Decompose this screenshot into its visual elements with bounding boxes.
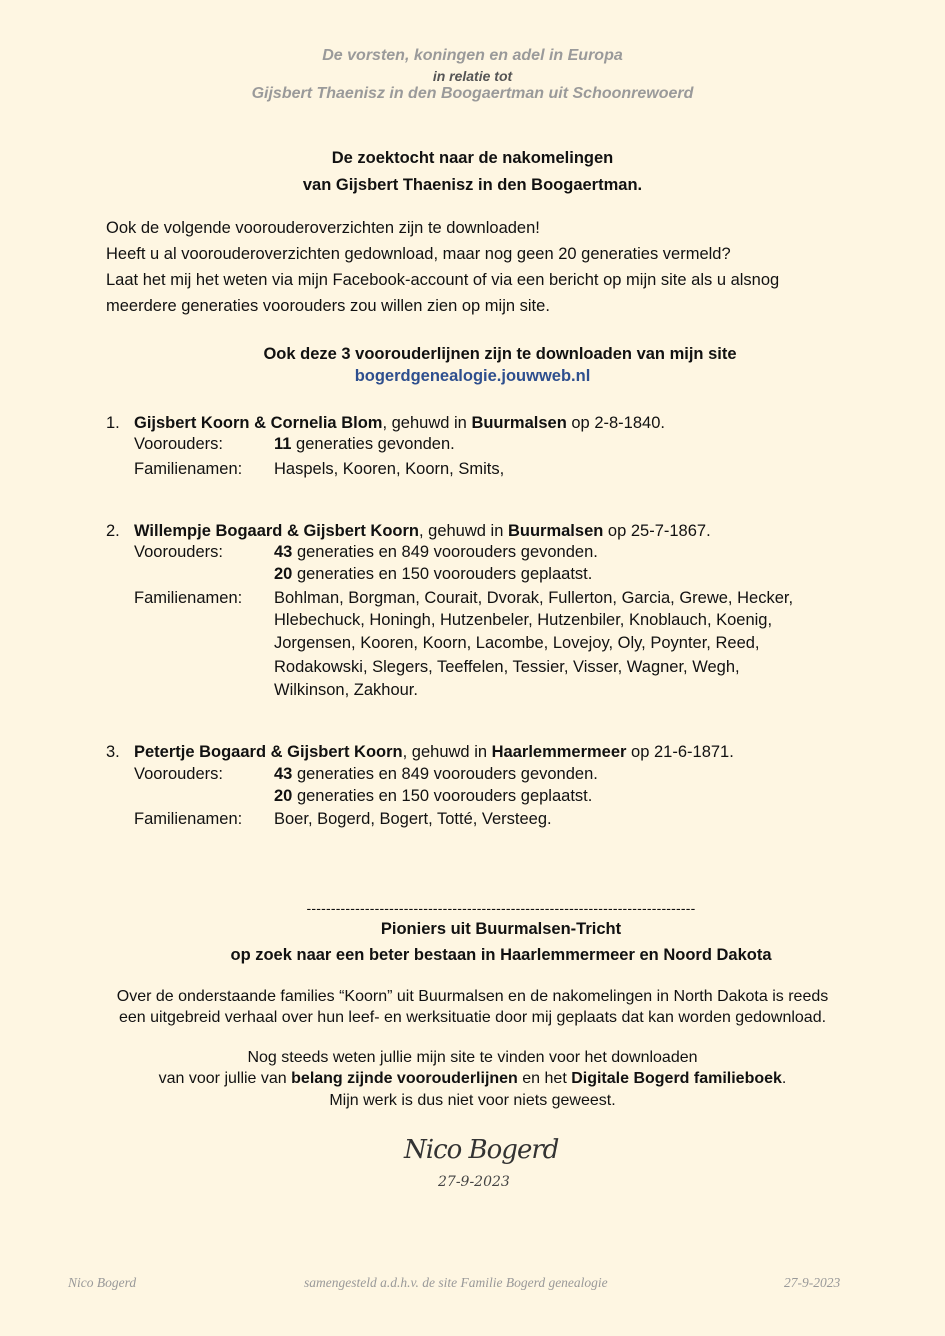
generations	[274, 434, 455, 454]
voorouders-label: Voorouders:	[134, 435, 223, 453]
closing-line-2	[0, 1069, 945, 1089]
header-line-1: De vorsten, koningen en adel in Europa	[322, 47, 623, 64]
generations	[274, 786, 592, 806]
generations	[274, 542, 598, 562]
place: Buurmalsen	[507, 522, 604, 540]
text: generaties en 150 voorouders geplaatst.	[292, 787, 593, 805]
intro-line: meerdere generaties voorouders zou willen zien op mijn site.	[106, 297, 550, 315]
header-line-3: Gijsbert Thaenisz in den Boogaertman uit Schoonrewoerd	[251, 85, 694, 102]
family-names: Rodakowski, Slegers, Teeffelen, Tessier, Visser, Wagner, Wegh,	[274, 658, 740, 676]
item-number: 1.	[106, 414, 120, 432]
familienamen-label: Familienamen:	[134, 810, 243, 828]
family-names: Bohlman, Borgman, Courait, Dvorak, Fullerton, Garcia, Grewe, Hecker,	[274, 589, 794, 607]
item-heading	[134, 521, 711, 541]
count: 11	[274, 435, 292, 453]
text: generaties en 849 voorouders gevonden.	[292, 765, 598, 783]
intro-line: Ook de volgende voorouderoverzichten zijn te downloaden!	[106, 219, 540, 237]
family-names: Haspels, Kooren, Koorn, Smits,	[274, 460, 505, 478]
text: en het	[517, 1070, 572, 1087]
closing-line-1: Nog steeds weten jullie mijn site te vinden voor het downloaden	[247, 1049, 698, 1066]
footer-center: samengesteld a.d.h.v. de site Familie Bogerd genealogie	[304, 1275, 608, 1290]
signature: Nico Bogerd	[404, 1135, 559, 1165]
count: 20	[274, 787, 293, 805]
date: 21-6-1871.	[654, 743, 734, 761]
text: generaties gevonden.	[291, 435, 455, 453]
closing-line-3: Mijn werk is dus niet voor niets geweest.	[329, 1092, 616, 1109]
title-line-1: De zoektocht naar de nakomelingen	[331, 149, 614, 167]
count: 43	[274, 543, 293, 561]
place: Haarlemmermeer	[491, 743, 627, 761]
text: belang zijnde voorouderlijnen	[291, 1070, 518, 1087]
place: Buurmalsen	[471, 414, 567, 432]
couple: Petertje Bogaard & Gijsbert Koorn	[134, 743, 403, 761]
text: generaties en 849 voorouders gevonden.	[292, 543, 598, 561]
family-names: Wilkinson, Zakhour.	[274, 681, 418, 699]
family-names: Jorgensen, Kooren, Koorn, Lacombe, Lovejoy, Oly, Poynter, Reed,	[274, 634, 760, 652]
header-line-2: in relatie tot	[432, 68, 513, 84]
familienamen-label: Familienamen:	[134, 460, 243, 478]
text: .	[781, 1070, 787, 1087]
date: 2-8-1840.	[594, 414, 665, 432]
signature-date: 27-9-2023	[438, 1174, 510, 1190]
couple: Willempje Bogaard & Gijsbert Koorn	[134, 522, 419, 540]
family-names: Boer, Bogerd, Bogert, Totté, Versteeg.	[274, 810, 552, 828]
pioniers-title-2: op zoek naar een beter bestaan in Haarlemmermeer en Noord Dakota	[230, 946, 772, 964]
item-number: 3.	[106, 743, 120, 761]
voorouders-label: Voorouders:	[134, 543, 223, 561]
pioniers-title-1: Pioniers uit Buurmalsen-Tricht	[380, 920, 622, 938]
site-link[interactable]: bogerdgenealogie.jouwweb.nl	[354, 367, 591, 385]
text: op	[626, 743, 654, 761]
familienamen-label: Familienamen:	[134, 589, 243, 607]
intro-line: Heeft u al voorouderoverzichten gedownload, maar nog geen 20 generaties vermeld?	[106, 245, 731, 263]
text: , gehuwd in	[418, 522, 508, 540]
voorouders-label: Voorouders:	[134, 765, 223, 783]
footer-left: Nico Bogerd	[68, 1275, 137, 1290]
family-names: Hlebechuck, Honingh, Hutzenbeler, Hutzenbiler, Knoblauch, Koenig,	[274, 611, 773, 629]
couple: Gijsbert Koorn & Cornelia Blom	[134, 414, 383, 432]
title-line-2: van Gijsbert Thaenisz in den Boogaertman.	[302, 176, 643, 194]
count: 43	[274, 765, 293, 783]
generations	[274, 764, 598, 784]
download-heading: Ook deze 3 voorouderlijnen zijn te downloaden van mijn site	[263, 345, 737, 363]
text: op	[566, 414, 595, 432]
footer-right: 27-9-2023	[784, 1275, 841, 1290]
text: van voor jullie van	[158, 1070, 292, 1087]
count: 20	[274, 565, 293, 583]
item-heading	[134, 742, 734, 762]
item-number: 2.	[106, 522, 120, 540]
date: 25-7-1867.	[630, 522, 711, 540]
intro-line: Laat het mij het weten via mijn Facebook-account of via een bericht op mijn site als u alsnog	[106, 271, 780, 289]
item-heading	[134, 413, 665, 433]
story-line: een uitgebreid verhaal over hun leef- en werksituatie door mij geplaats dat kan worden gedownload.	[118, 1009, 827, 1026]
generations	[274, 564, 592, 584]
story-line: Over de onderstaande families “Koorn” uit Buurmalsen en de nakomelingen in North Dakota is reeds	[116, 988, 829, 1005]
text: , gehuwd in	[382, 414, 472, 432]
text: op	[603, 522, 631, 540]
text: , gehuwd in	[402, 743, 492, 761]
separator: --------------------------------------------------------------------------------	[306, 900, 696, 916]
text: generaties en 150 voorouders geplaatst.	[292, 565, 593, 583]
text: Digitale Bogerd familieboek	[571, 1070, 782, 1087]
